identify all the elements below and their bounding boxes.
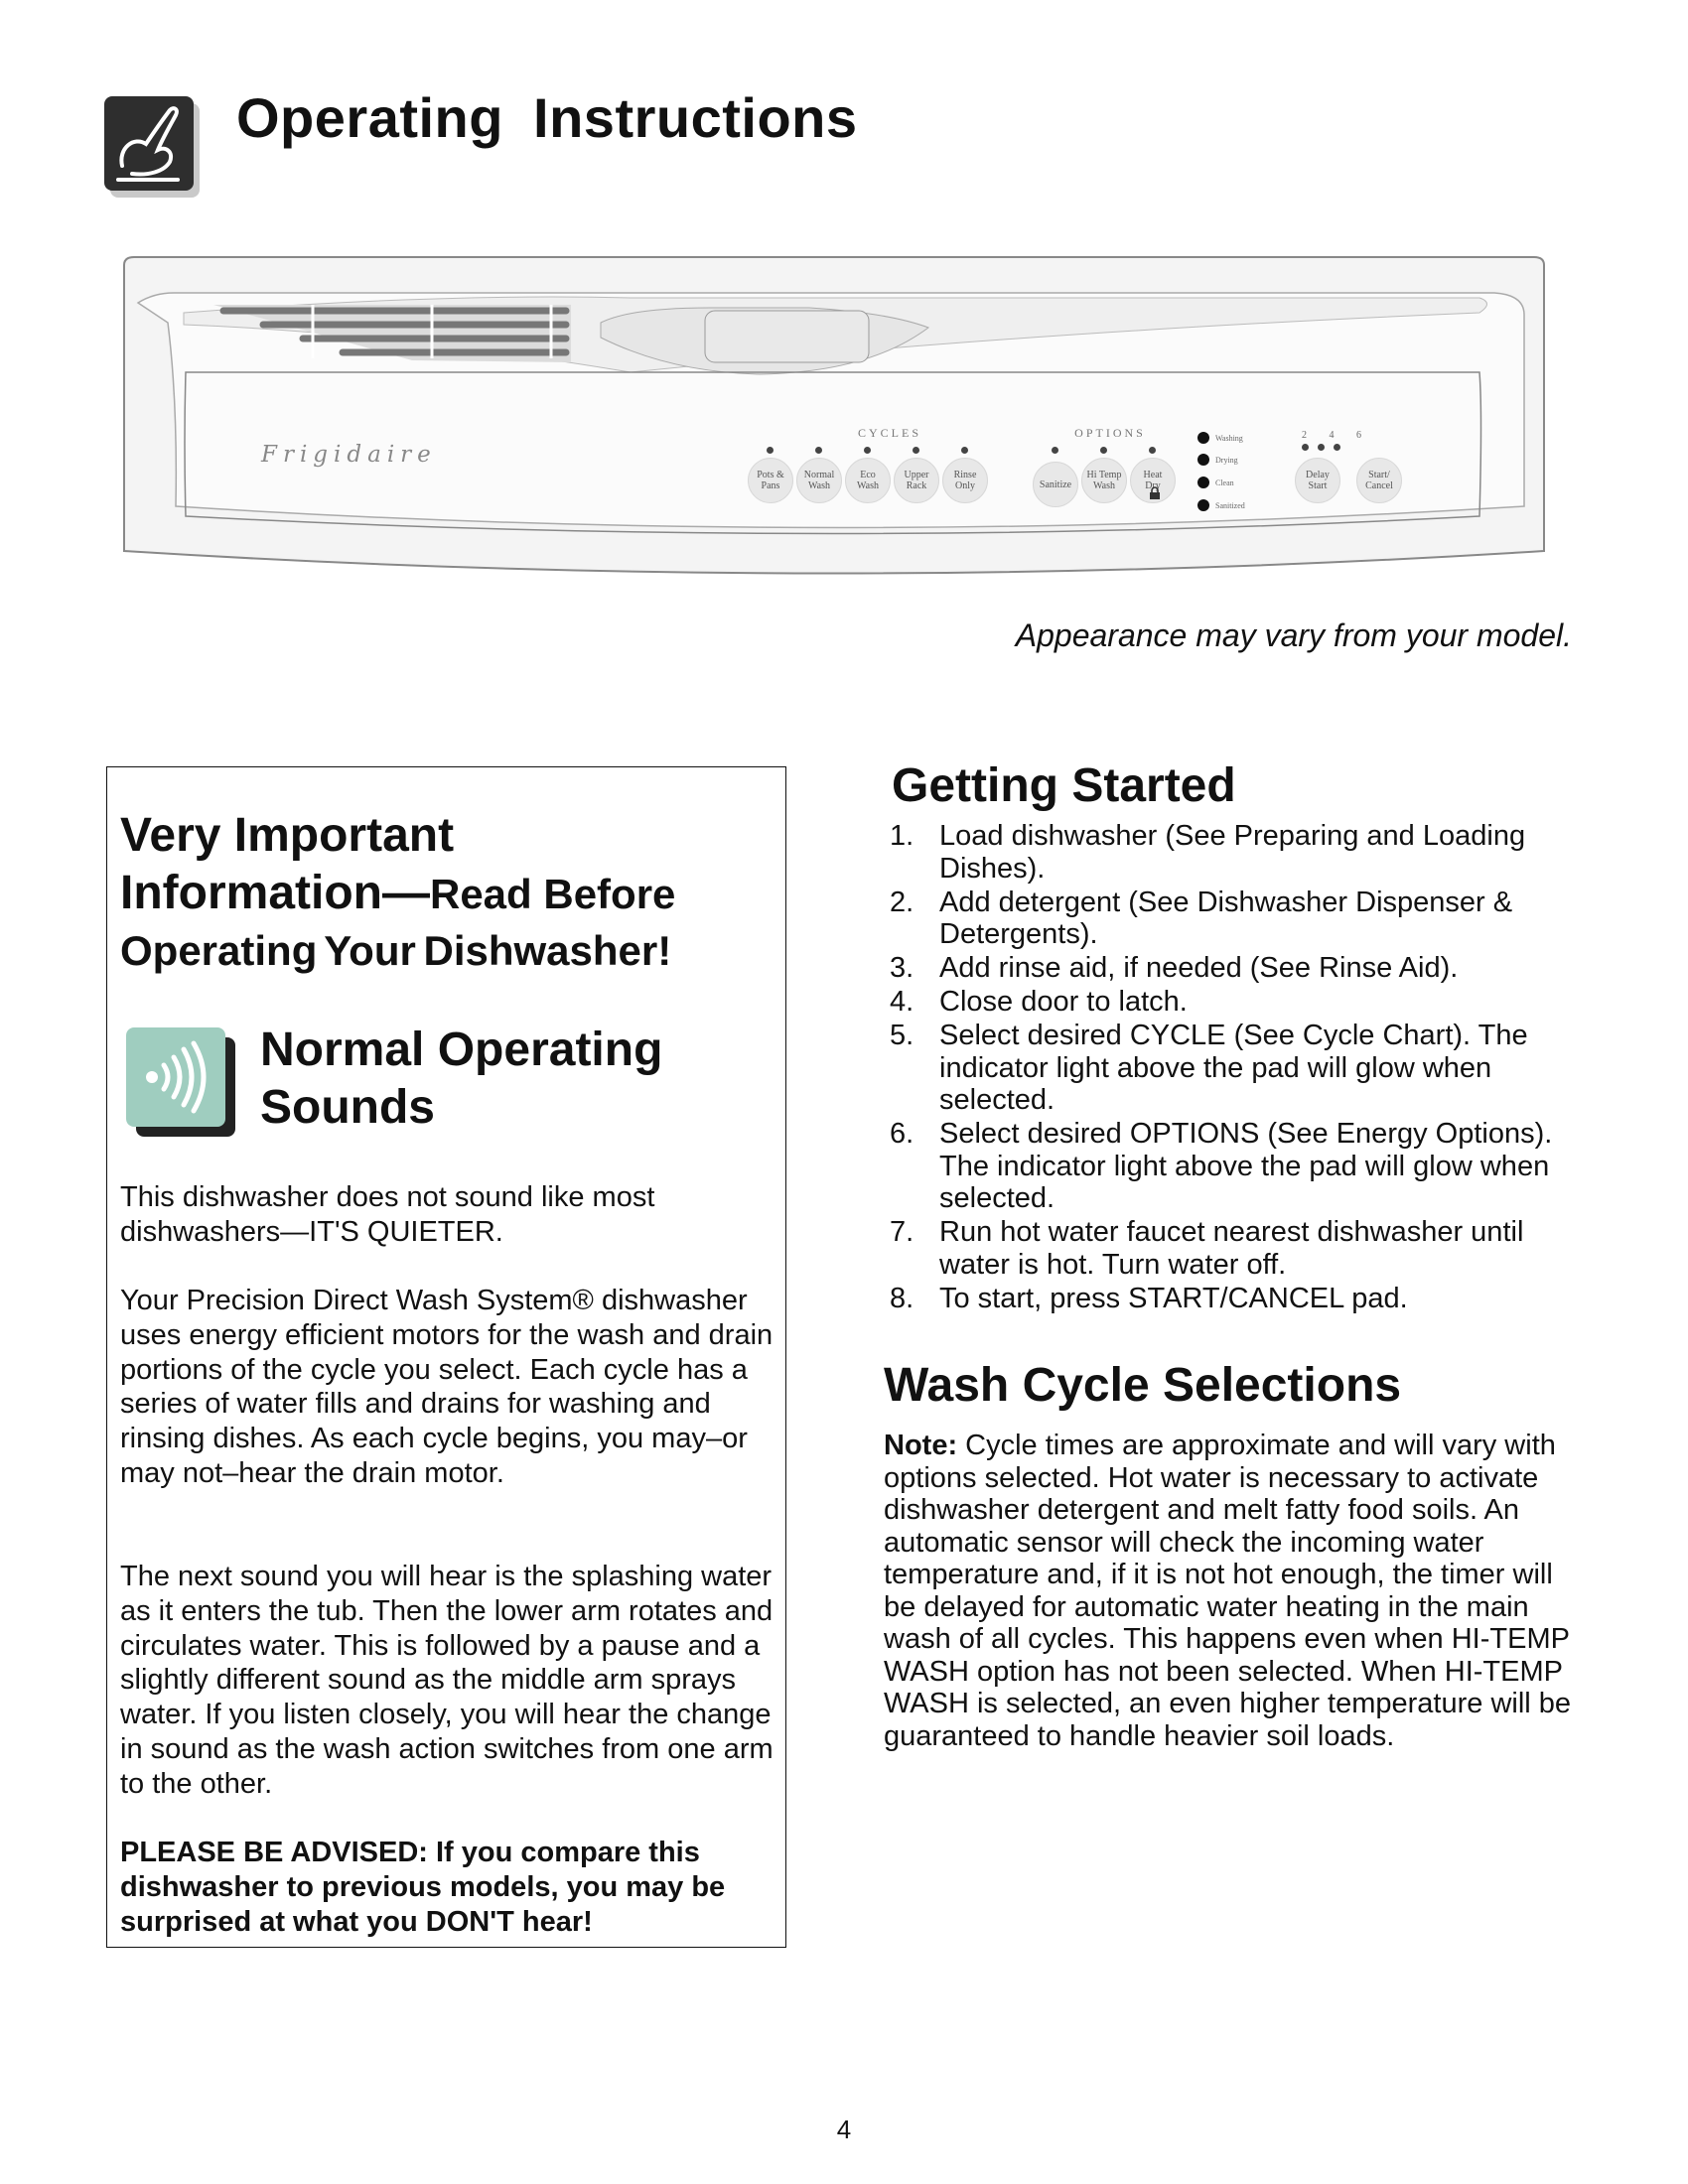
cycles-label: CYCLES [857, 426, 921, 440]
sounds-paragraph-1: This dishwasher does not sound like most dishwashers—IT'S QUIETER. [120, 1181, 655, 1248]
delay-indicator-light [1302, 444, 1309, 451]
step-number: 2. [890, 886, 914, 918]
list-item [890, 952, 1585, 985]
rinse-only-button[interactable]: Rinse Only [942, 458, 988, 503]
step-text: Select desired CYCLE (See Cycle Chart). The indicator light above the pad will glow when selected. [939, 1020, 1528, 1116]
list-item [890, 1216, 1585, 1281]
page-title: Operating Instructions [236, 86, 858, 149]
list-item [890, 1118, 1585, 1215]
list-item [890, 1283, 1585, 1315]
cycle-indicator-light [815, 447, 822, 454]
clean-status-label: Clean [1215, 478, 1234, 487]
list-item [890, 1020, 1585, 1117]
normal-sounds-title [260, 1022, 662, 1137]
step-number: 3. [890, 952, 914, 984]
pots-pans-button[interactable]: Pots & Pans [748, 458, 793, 503]
cycle-indicator-light [767, 447, 774, 454]
option-indicator-light [1100, 447, 1107, 454]
important-title-line2b: Read Before [429, 871, 676, 917]
appearance-caption: Appearance may vary from your model. [1015, 617, 1572, 653]
step-number: 1. [890, 820, 914, 852]
drying-status-light [1197, 454, 1209, 466]
note-text: Cycle times are approximate and will vary with options selected. Hot water is necessary to activate dishwasher detergent and melt fatty food soils. An automatic sensor will check the incoming water temperature and, if it is not hot enough, the timer will be delayed for automatic water heating in the main wash of all cycles. This happens even when HI-TEMP WASH option has not been selected. When HI-TEMP WASH is selected, an even higher temperature will be guaranteed to handle heavier soil loads. [884, 1430, 1572, 1752]
normal-wash-button[interactable]: Normal Wash [796, 458, 842, 503]
options-label: OPTIONS [1074, 426, 1146, 440]
sounds-paragraph-2: Your Precision Direct Wash System® dishwasher uses energy efficient motors for the wash and drain portions of the cycle you select. Each cycle has a series of water fills and drains for washing and rinsing dishes. As each cycle begins, you may–or may not–hear the drain motor. [120, 1285, 774, 1489]
cycle-indicator-light [913, 447, 919, 454]
important-title-line1: Very Important [120, 809, 455, 862]
cycle-indicator-light [864, 447, 871, 454]
upper-rack-button[interactable]: Upper Rack [894, 458, 939, 503]
sound-waves-icon [126, 1027, 237, 1139]
important-info-title [120, 807, 775, 979]
step-text: Run hot water faucet nearest dishwasher until water is hot. Turn water off. [939, 1216, 1524, 1281]
important-info-box [106, 766, 786, 1948]
list-item [890, 986, 1585, 1019]
note-label: Note: [884, 1430, 958, 1461]
step-text: Select desired OPTIONS (See Energy Options). The indicator light above the pad will glow when selected. [939, 1118, 1553, 1214]
delay-indicator-light [1334, 444, 1340, 451]
delay-hours-label: 2 4 6 [1302, 430, 1371, 441]
hi-temp-wash-button[interactable]: Hi Temp Wash [1081, 458, 1127, 503]
getting-started-steps [890, 820, 1585, 1316]
option-indicator-light [1052, 447, 1058, 454]
advisory-paragraph: PLEASE BE ADVISED: If you compare this dishwasher to previous models, you may be surprised at what you DON'T hear! [120, 1837, 726, 1938]
wash-cycle-note [884, 1430, 1579, 1752]
normal-sounds-title-line1: Normal Operating [260, 1024, 663, 1076]
sanitized-status-label: Sanitized [1215, 501, 1245, 510]
step-number: 4. [890, 986, 914, 1018]
hand-pointer-icon [104, 96, 202, 200]
page-number: 4 [836, 2115, 852, 2144]
cycle-indicator-light [961, 447, 968, 454]
step-text: Add rinse aid, if needed (See Rinse Aid). [939, 952, 1459, 984]
sounds-paragraph-3: The next sound you will hear is the splashing water as it enters the tub. Then the lower arm rotates and circulates water. This is followed by a pause and a slightly different sound as the middle arm sprays water. If you listen closely, you will hear the change in sound as the wash action switches from one arm to the other. [120, 1561, 774, 1800]
step-text: To start, press START/CANCEL pad. [939, 1282, 1408, 1314]
step-text: Close door to latch. [939, 986, 1188, 1018]
step-number: 8. [890, 1282, 914, 1314]
heat-dry-button[interactable]: Heat Dry [1130, 458, 1176, 503]
lock-icon [1149, 486, 1161, 500]
delay-start-button[interactable]: Delay Start [1295, 458, 1340, 503]
important-title-line2a: Information— [120, 867, 430, 919]
step-text: Add detergent (See Dishwasher Dispenser & Detergents). [939, 886, 1513, 950]
step-number: 6. [890, 1118, 914, 1150]
option-indicator-light [1149, 447, 1156, 454]
step-text: Load dishwasher (See Preparing and Loading Dishes). [939, 820, 1526, 885]
important-title-line3: Operating Your Dishwasher! [120, 927, 672, 974]
washing-status-light [1197, 432, 1209, 444]
clean-status-light [1197, 477, 1209, 488]
eco-wash-button[interactable]: Eco Wash [845, 458, 891, 503]
delay-indicator-light [1318, 444, 1325, 451]
washing-status-label: Washing [1215, 434, 1243, 443]
wash-cycle-title: Wash Cycle Selections [884, 1359, 1402, 1412]
sanitized-status-light [1197, 499, 1209, 511]
sanitize-button[interactable]: Sanitize [1033, 462, 1078, 507]
list-item [890, 820, 1585, 885]
control-panel-illustration [114, 253, 1554, 596]
start-cancel-button[interactable]: Start/ Cancel [1356, 458, 1402, 503]
step-number: 5. [890, 1020, 914, 1051]
list-item [890, 887, 1585, 951]
brand-logo: Frigidaire [261, 442, 437, 468]
step-number: 7. [890, 1216, 914, 1248]
drying-status-label: Drying [1215, 456, 1238, 465]
normal-sounds-title-line2: Sounds [260, 1081, 435, 1134]
getting-started-title: Getting Started [892, 759, 1236, 812]
